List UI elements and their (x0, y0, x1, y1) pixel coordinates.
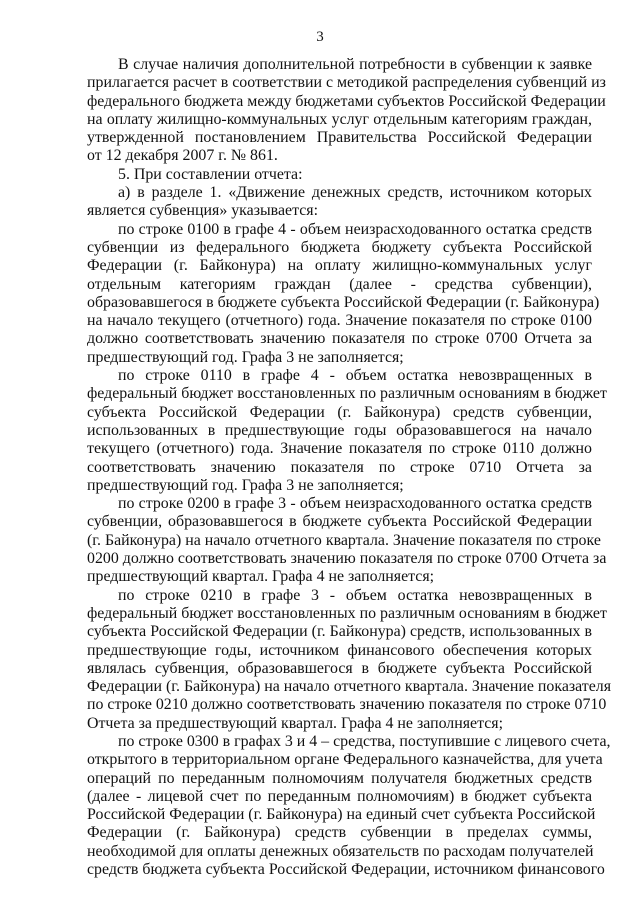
text-line: Российской Федерации (г. Байконура) на единый счет субъекта Российской (87, 806, 596, 824)
text-line: Федерации (г. Байконура) средств субвенции в пределах суммы, (87, 824, 592, 842)
text-line: должно соответствовать значению показателя по строке 0700 Отчета за (87, 330, 592, 348)
paragraph-line-0100 (87, 220, 600, 367)
text-line: операций по переданным полномочиям получателя бюджетных средств (87, 769, 592, 787)
document-body (87, 56, 612, 879)
text-line: предшествующий год. Графа 3 не заполняется; (87, 476, 404, 494)
paragraph-line-0210 (87, 586, 612, 733)
text-line: (далее - лицевой счет по переданным полномочиям) в бюджет субъекта (87, 787, 592, 805)
text-line: отдельным категориям граждан (далее - средства субвенции), (87, 275, 592, 293)
text-line: утвержденной постановлением Правительства Российской Федерации (87, 129, 592, 147)
text-line: по строке 0200 в графе 3 - объем неизрасходованного остатка средств (118, 495, 592, 513)
paragraph-section-5 (87, 166, 592, 184)
page-number: 3 (316, 29, 324, 45)
text-line: на начало текущего (отчетного) года. Значение показателя по строке 0100 (87, 312, 592, 330)
text-line: Федерации (г. Байконура) на начало отчетного квартала. Значение показателя (87, 678, 612, 696)
text-line: 5. При составлении отчета: (118, 165, 303, 183)
text-line: соответствовать значению показателя по строке 0710 Отчета за (87, 458, 592, 476)
text-line: субъекта Российской Федерации (г. Байконура) средств, использованных в (87, 623, 592, 641)
text-line: В случае наличия дополнительной потребности в субвенции к заявке (118, 56, 592, 73)
text-line: субвенции, образовавшегося в бюджете субъекта Российской Федерации (87, 513, 592, 531)
text-line: предшествующие годы, источником финансового обеспечения которых (87, 641, 592, 659)
paragraph-line-0110 (87, 367, 607, 495)
text-line: субъекта Российской Федерации (г. Байконура) средств субвенции, (87, 403, 592, 421)
paragraph-subsection-a (87, 184, 592, 221)
text-line: открытого в территориальном органе Федерального казначейства, для учета (87, 751, 603, 769)
text-line: по строке 0100 в графе 4 - объем неизрасходованного остатка средств (118, 220, 592, 238)
text-line: а) в разделе 1. «Движение денежных средств, источником которых (118, 184, 592, 202)
text-line: образовавшегося в бюджете субъекта Российской Федерации (г. Байконура) (87, 293, 600, 311)
text-line: средств бюджета субъекта Российской Федерации, источником финансового (87, 861, 605, 879)
text-line: прилагается расчет в соответствии с методикой распределения субвенций из (87, 74, 606, 92)
text-line: (г. Байконура) на начало отчетного квартала. Значение показателя по строке (87, 531, 601, 549)
text-line: Федерации (г. Байконура) на оплату жилищно-коммунальных услуг (87, 257, 592, 275)
text-line: Отчета за предшествующий квартал. Графа 4 не заполняется; (87, 714, 504, 732)
text-line: федеральный бюджет восстановленных по различным основаниям в бюджет (87, 385, 607, 403)
text-line: по строке 0300 в графах 3 и 4 – средства, поступившие с лицевого счета, (118, 732, 611, 750)
text-line: является субвенция» указывается: (87, 202, 318, 220)
paragraph-line-0200 (87, 495, 607, 586)
text-line: по строке 0210 в графе 3 - объем остатка невозвращенных в (118, 586, 592, 604)
text-line: являлась субвенция, образовавшегося в бюджете субъекта Российской (87, 659, 592, 677)
text-line: по строке 0210 должно соответствовать значению показателя по строке 0710 (87, 696, 607, 714)
paragraph-line-0300 (87, 732, 611, 879)
text-line: субвенции из федерального бюджета бюджету субъекта Российской (87, 238, 592, 256)
text-line: предшествующий квартал. Графа 4 не заполняется; (87, 568, 435, 586)
text-line: использованных в предшествующие годы образовавшегося на начало (87, 421, 592, 439)
text-line: федерального бюджета между бюджетами субъектов Российской Федерации (87, 92, 606, 110)
text-line: на оплату жилищно-коммунальных услуг отдельным категориям граждан, (87, 110, 592, 128)
text-line: текущего (отчетного) года. Значение показателя по строке 0110 должно (87, 440, 592, 458)
text-line: по строке 0110 в графе 4 - объем остатка невозвращенных в (118, 367, 592, 385)
text-line: необходимой для оплаты денежных обязательств по расходам получателей (87, 842, 594, 860)
paragraph-subsidy-calculation (87, 56, 606, 166)
text-line: федеральный бюджет восстановленных по различным основаниям в бюджет (87, 604, 607, 622)
text-line: от 12 декабря 2007 г. № 861. (87, 147, 278, 165)
text-line: предшествующий год. Графа 3 не заполняется; (87, 348, 404, 366)
text-line: 0200 должно соответствовать значению показателя по строке 0700 Отчета за (87, 550, 607, 568)
